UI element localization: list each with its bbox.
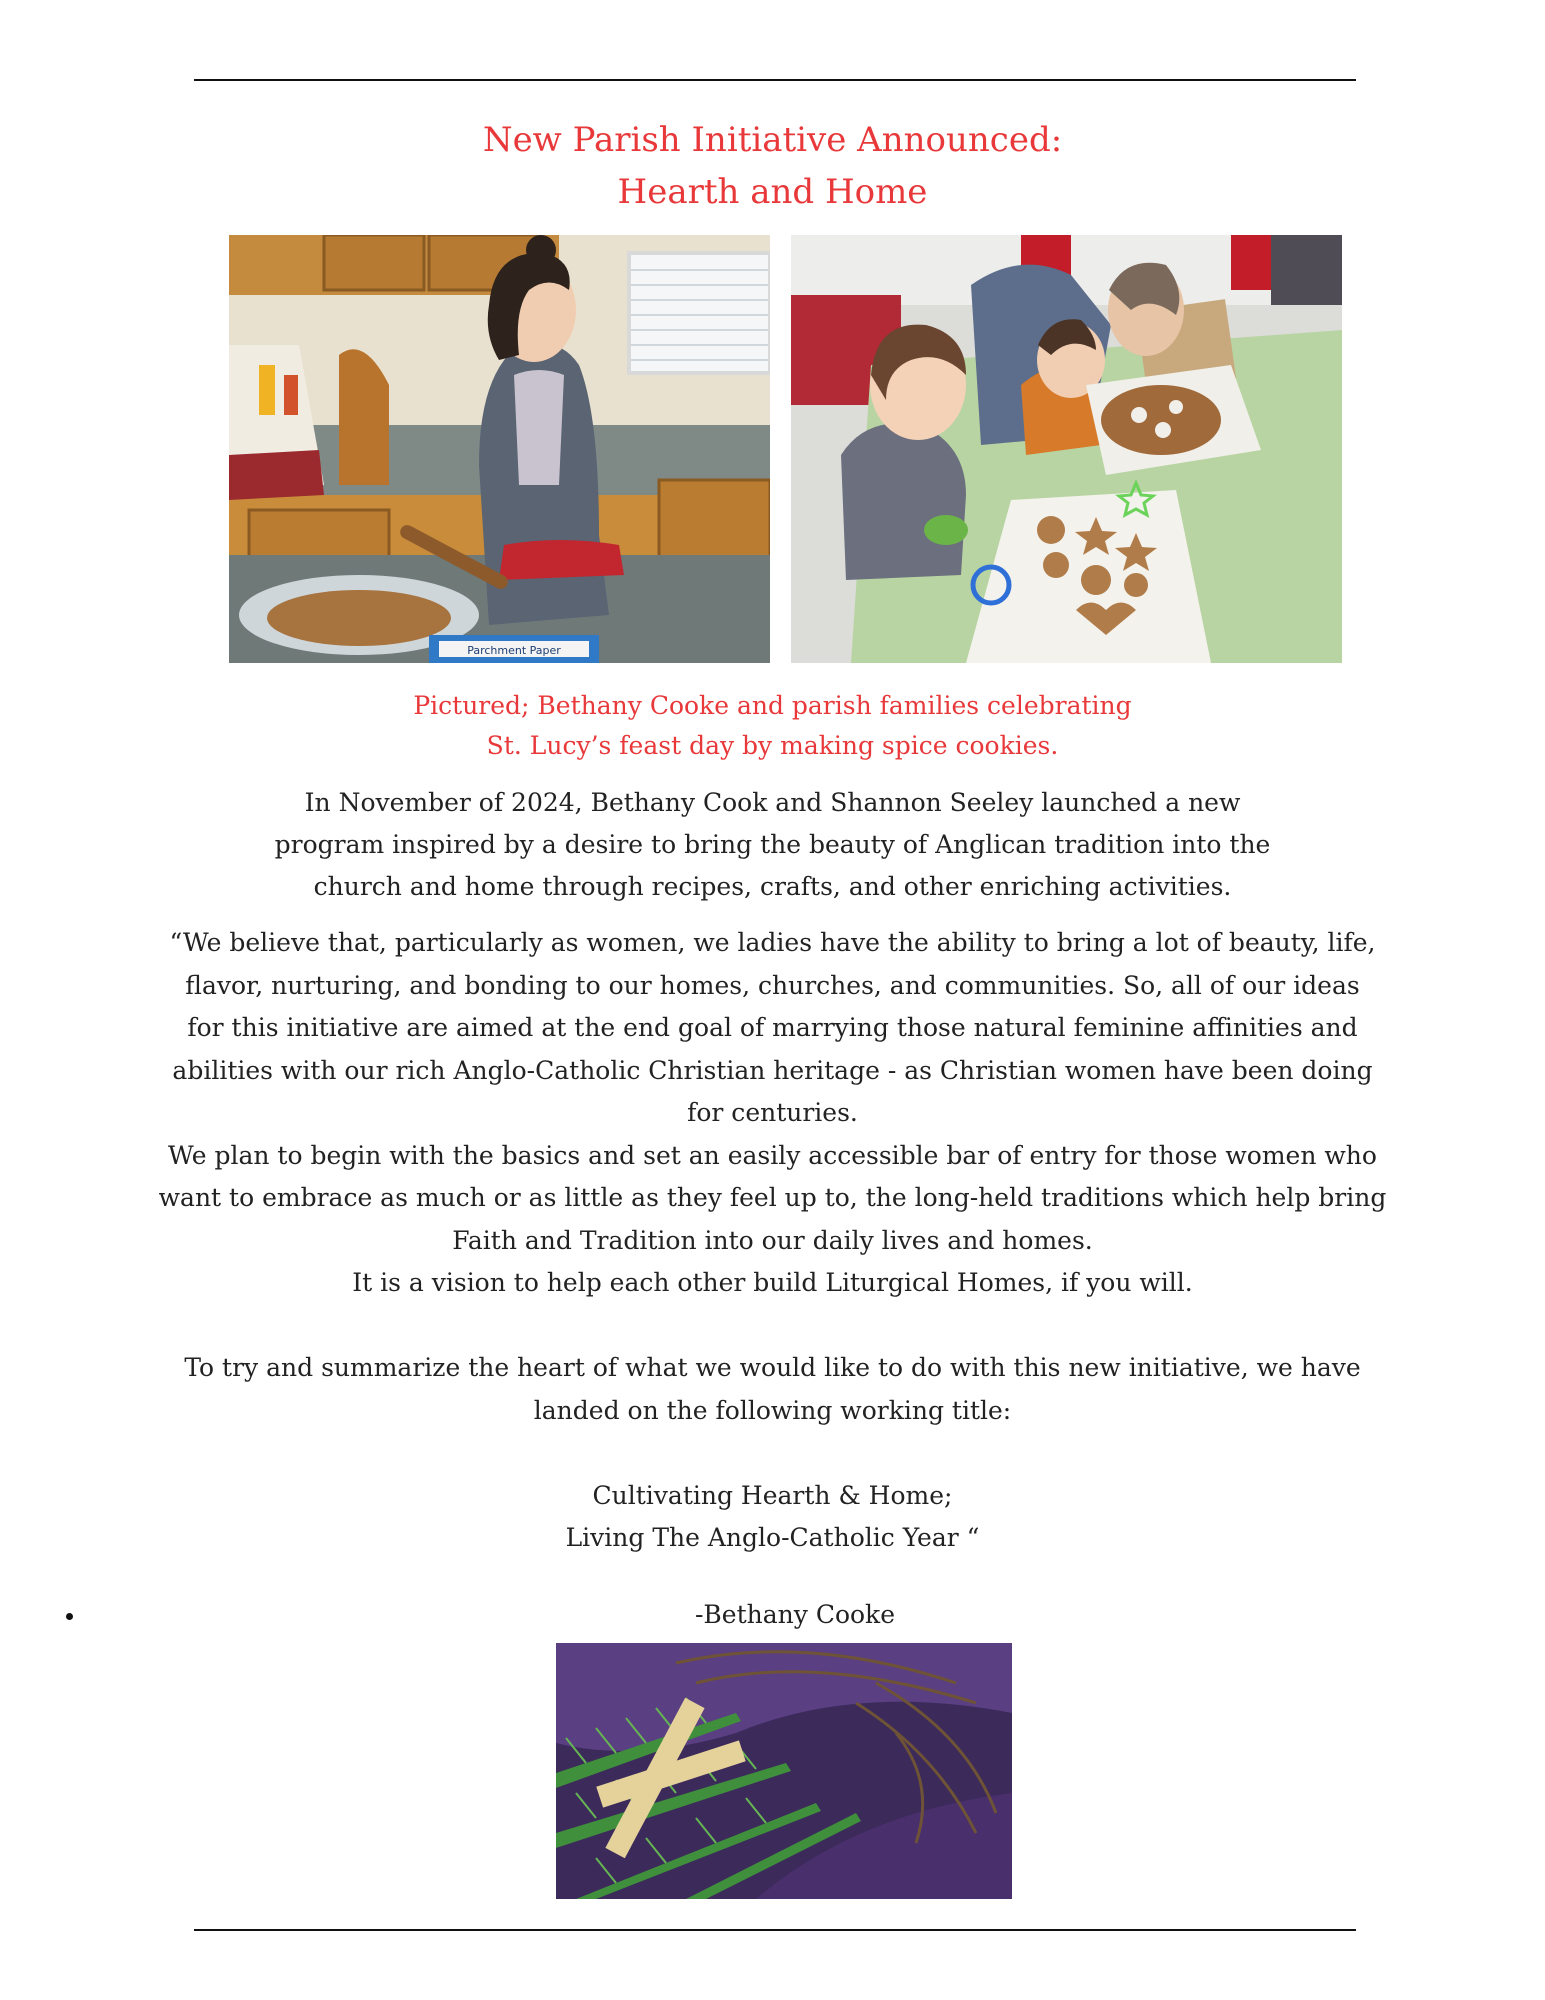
author-signature: -Bethany Cooke [694,1600,895,1629]
photo-palm-cross [556,1643,1012,1899]
working-title-line-1: Cultivating Hearth & Home; [592,1480,953,1510]
intro-paragraph [0,782,1545,908]
spacer [40,1305,1505,1348]
quote-body [40,922,1505,1560]
article-title [0,114,1545,218]
bottom-divider [194,1929,1356,1931]
quote-line: abilities with our rich Anglo-Catholic Christian heritage - as Christian women have been doing [172,1055,1373,1085]
photo-cookie-making [791,235,1342,663]
title-line-2: Hearth and Home [617,172,928,212]
quote-line: “We believe that, particularly as women, we ladies have the ability to bring a lot of beauty, life, [169,928,1376,957]
caption-line-1: Pictured; Bethany Cooke and parish families celebrating [413,691,1132,720]
photo-caption [0,686,1545,766]
title-line-1: New Parish Initiative Announced: [482,120,1063,160]
quote-line: flavor, nurturing, and bonding to our homes, churches, and communities. So, all of our ideas [185,970,1360,1000]
intro-line: church and home through recipes, crafts, and other enriching activities. [313,872,1232,901]
caption-line-2: St. Lucy’s feast day by making spice cookies. [486,731,1059,760]
quote-line: It is a vision to help each other build Liturgical Homes, if you will. [352,1268,1193,1297]
quote-line: for this initiative are aimed at the end goal of marrying those natural feminine affinities and [187,1013,1358,1042]
summary-line: landed on the following working title: [533,1395,1012,1425]
quote-line: for centuries. [687,1098,858,1127]
quote-line: We plan to begin with the basics and set an easily accessible bar of entry for those women who [168,1140,1377,1170]
parchment-box-label: Parchment Paper [467,644,561,657]
top-divider [194,79,1356,81]
quote-line: Faith and Tradition into our daily lives and homes. [452,1225,1093,1255]
intro-line: In November of 2024, Bethany Cook and Shannon Seeley launched a new [304,788,1241,817]
spacer [40,1432,1505,1475]
summary-line: To try and summarize the heart of what we would like to do with this new initiative, we have [184,1353,1361,1382]
working-title-line-2: Living The Anglo-Catholic Year “ [565,1523,980,1552]
photo-kitchen-baking [229,235,770,663]
quote-line: want to embrace as much or as little as they feel up to, the long-held traditions which help bring [158,1183,1387,1212]
intro-line: program inspired by a desire to bring the beauty of Anglican tradition into the [274,830,1271,859]
